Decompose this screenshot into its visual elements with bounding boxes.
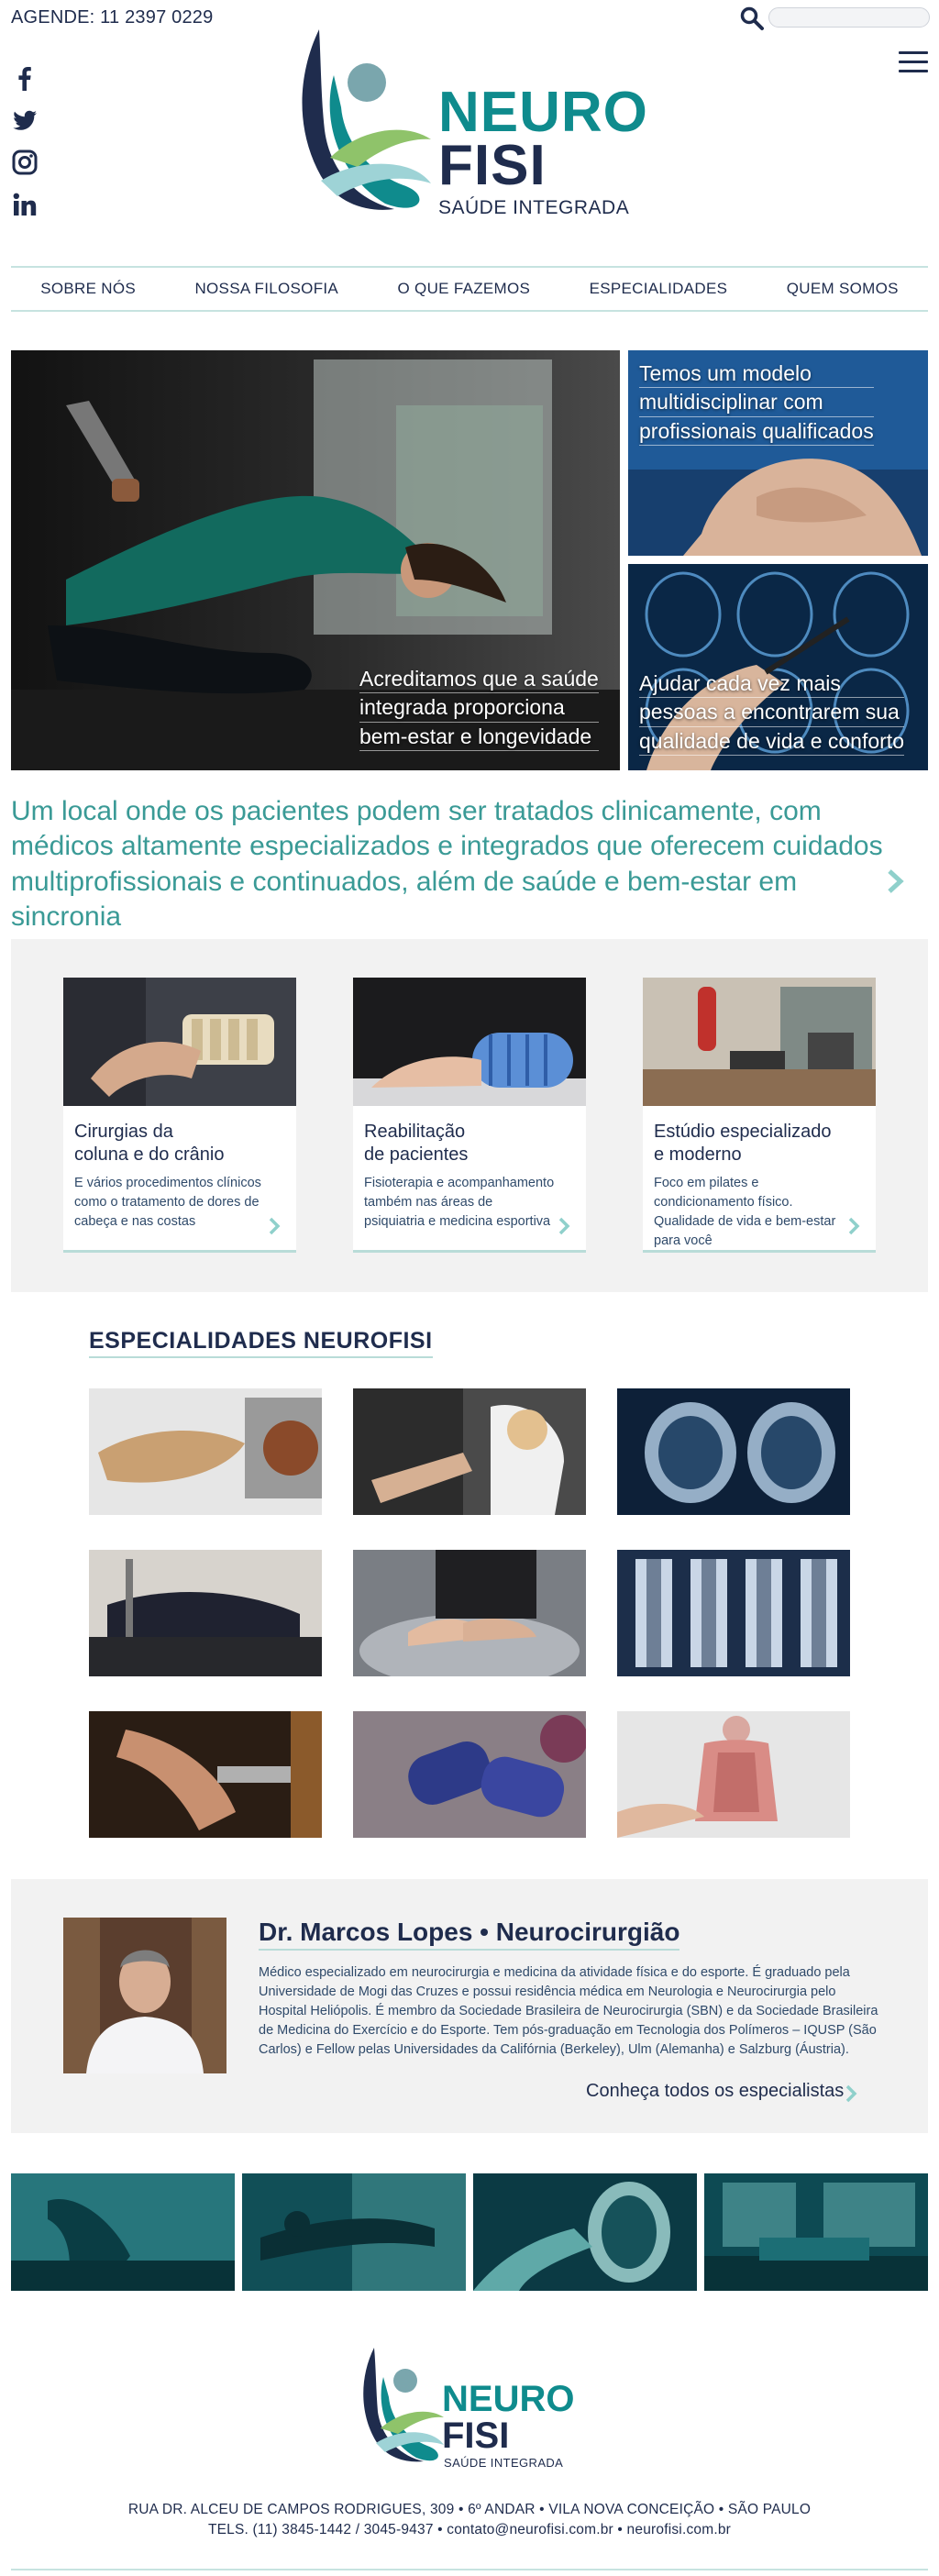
nav-item-especialidades[interactable]: ESPECIALIDADES [589,280,728,297]
footer-address: RUA DR. ALCEU DE CAMPOS RODRIGUES, 309 • 6º ANDAR • VILA NOVA CONCEIÇÃO • SÃO PAULO [127,2502,812,2517]
instagram-icon[interactable] [11,149,39,176]
foam-roller-photo [353,978,586,1106]
logo-fisi-text: FISI [438,134,547,197]
service-card-desc: Fisioterapia e acompanhamento também nas áreas de psiquiatria e medicina esportiva [364,1176,555,1230]
doctor-name[interactable]: Dr. Marcos Lopes • Neurocirurgião [259,1918,679,1951]
specialty-tile[interactable] [617,1388,850,1515]
phone-number[interactable]: AGENDE: 11 2397 0229 [11,7,214,28]
gallery-image[interactable] [242,2173,466,2291]
all-specialists-link[interactable]: Conheça todos os especialistas [586,2081,845,2101]
footer-phones-email[interactable]: TELS. (11) 3845-1442 / 3045-9437 • contato@neurofisi.com.br • neurofisi.com.br [207,2521,732,2537]
footer-logo[interactable] [358,2340,596,2469]
hero-side-banner-2[interactable] [628,564,928,770]
specialty-tile[interactable] [89,1711,322,1838]
service-card-surgery[interactable] [63,978,296,1253]
service-card-title: Estúdio especializado e moderno [654,1122,832,1165]
gallery-image[interactable] [704,2173,928,2291]
service-card-title: Reabilitação de pacientes [364,1122,469,1165]
services-section [11,939,928,1292]
service-card-rehab[interactable] [353,978,586,1253]
footer-divider [11,2569,928,2570]
service-card-studio[interactable] [643,978,876,1253]
chevron-right-icon[interactable] [267,1216,282,1236]
hero-main-caption: Acreditamos que a saúde integrada proporciona bem-estar e longevidade [359,665,599,751]
footer-contact [0,2500,939,2539]
chevron-right-icon[interactable] [844,2084,858,2104]
social-links [11,64,40,233]
service-card-desc: Foco em pilates e condicionamento físico. Qualidade de vida e bem-estar para você [654,1176,836,1249]
nav-item-o-que-fazemos[interactable]: O QUE FAZEMOS [397,280,531,297]
intro-tagline: Um local onde os pacientes podem ser tratados clinicamente, com médicos altamente especializados e integrados que oferecem cuidados multiprofissionais e continuados, além de saúde e bem-estar em sincronia [11,796,883,933]
specialty-tile[interactable] [353,1711,586,1838]
gallery-image[interactable] [11,2173,235,2291]
chevron-right-icon[interactable] [846,1216,861,1236]
hero-side1-caption: Temos um modelo multidisciplinar com profissionais qualificados [639,359,874,446]
spine-model-photo [63,978,296,1106]
nav-item-sobre-nos[interactable]: SOBRE NÓS [40,280,136,297]
logo-mark-icon [358,2340,446,2469]
specialty-tile[interactable] [617,1550,850,1676]
specialties-heading: ESPECIALIDADES NEUROFISI [89,1328,433,1358]
specialty-tile[interactable] [89,1550,322,1676]
gym-studio-photo [643,978,876,1106]
chevron-right-icon[interactable] [884,868,906,895]
service-card-desc: E vários procedimentos clínicos como o tratamento de dores de cabeça e nas costas [74,1176,261,1230]
search-icon[interactable] [739,6,765,31]
linkedin-icon[interactable] [11,191,39,218]
menu-icon[interactable] [899,51,928,75]
nav-item-quem-somos[interactable]: QUEM SOMOS [786,280,899,297]
gallery-image[interactable] [473,2173,697,2291]
service-card-title: Cirurgias da coluna e do crânio [74,1122,225,1165]
nav-item-nossa-filosofia[interactable]: NOSSA FILOSOFIA [194,280,339,297]
facebook-icon[interactable] [11,64,39,92]
hero-main-banner[interactable] [11,350,620,770]
specialty-tile[interactable] [617,1711,850,1838]
chevron-right-icon[interactable] [557,1216,571,1236]
specialty-tile[interactable] [353,1550,586,1676]
footer-logo-fisi: FISI [442,2416,510,2456]
doctor-section [11,1879,928,2133]
specialty-tile[interactable] [89,1388,322,1515]
twitter-icon[interactable] [11,106,39,134]
specialty-tile[interactable] [353,1388,586,1515]
hero-side-banner-1[interactable] [628,350,928,556]
search-bar [739,4,932,31]
footer-logo-neuro: NEURO [442,2379,575,2419]
hero-side2-caption: Ajudar cada vez mais pessoas a encontrarem sua qualidade de vida e conforto [639,669,904,756]
footer-logo-tagline: SAÚDE INTEGRADA [444,2456,564,2470]
site-logo[interactable] [293,20,660,222]
logo-neuro-text: NEURO [438,81,648,144]
logo-mark-icon [293,20,440,222]
doctor-bio: Médico especializado em neurocirurgia e medicina da atividade física e do esporte. É graduado pela Universidade de Mogi das Cruzes e possui residência médica em Neurologia e Neurocirurgia pelo Hospital Heliópolis. É membro da Sociedade Brasileira de Neurocirurgia (SBN) e da Sociedade Brasileira de Medicina do Exercício e do Esporte. Tem pós-graduação em Tecnologia dos Polímeros – IQUSP (São Carlos) e Fellow pelas Universidades da Califórnia (Berkeley), Ulm (Alemanha) e Salzburg (Áustria). [259,1965,878,2058]
main-nav [11,266,928,312]
doctor-photo [63,1918,226,2073]
logo-tagline: SAÚDE INTEGRADA [438,197,630,218]
search-input[interactable] [768,7,930,28]
